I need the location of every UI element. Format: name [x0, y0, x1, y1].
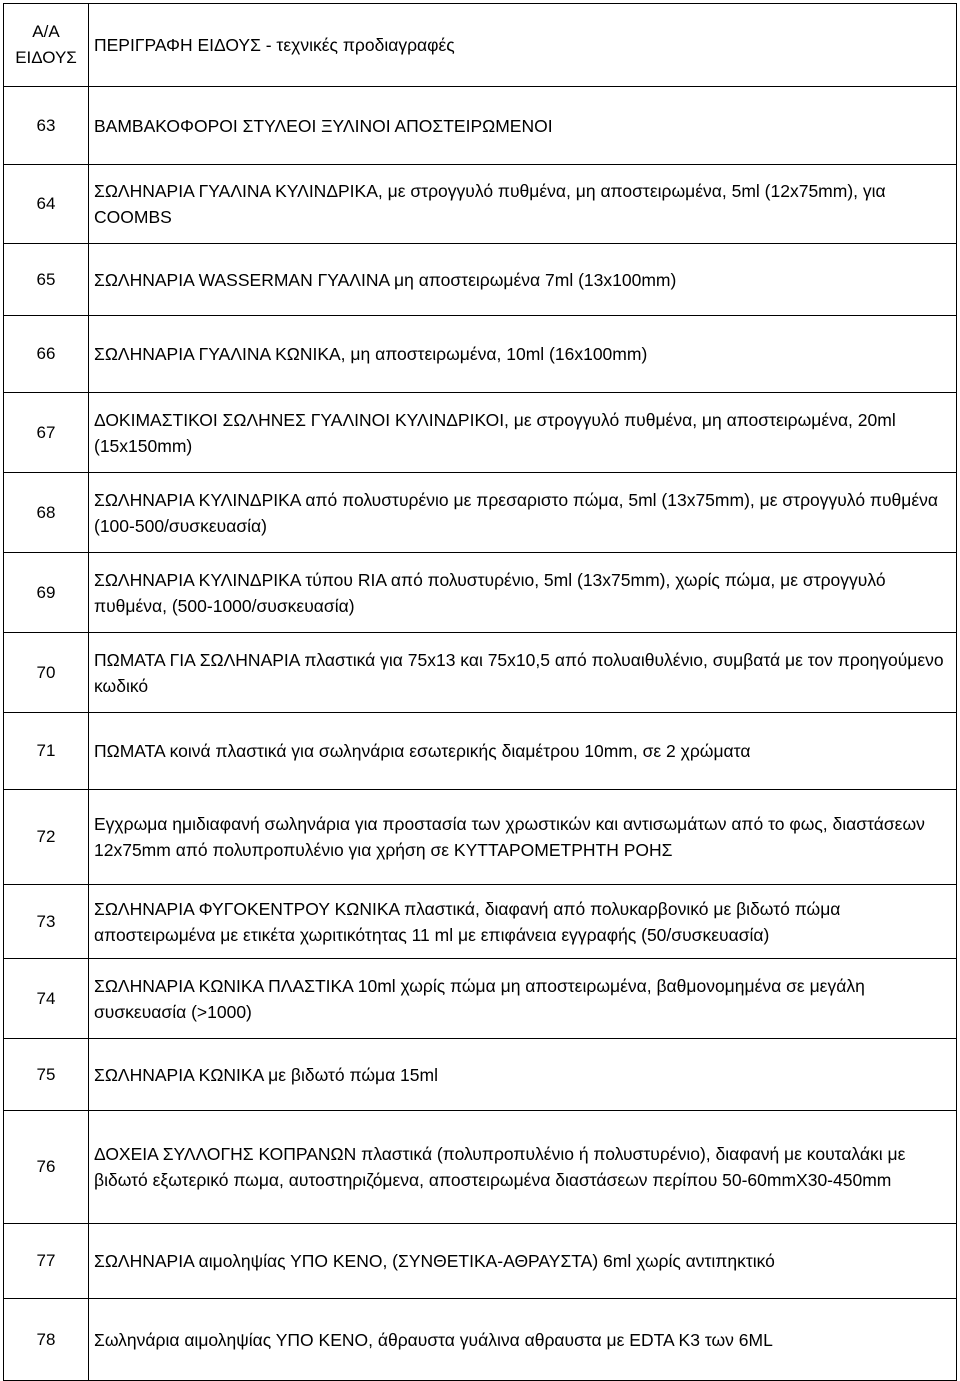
item-code: 67 [4, 393, 89, 473]
table-row [4, 473, 957, 553]
table-row [4, 393, 957, 473]
item-code: 78 [4, 1299, 89, 1381]
item-code: 68 [4, 473, 89, 553]
item-description: ΣΩΛΗΝΑΡΙΑ ΦΥΓΟΚΕΝΤΡΟΥ ΚΩΝΙΚΑ πλαστικά, διαφανή από πολυκαρβονικό με βιδωτό πώμα αποστειρωμένα με ετικέτα χωριτικότητας 11 ml με επιφάνεια εγγραφής (50/συσκευασία) [89, 885, 957, 959]
item-code: 65 [4, 244, 89, 316]
table-row [4, 87, 957, 165]
item-description: ΣΩΛΗΝΑΡΙΑ ΚΥΛΙΝΔΡΙΚΑ από πολυστυρένιο με πρεσαριστο πώμα, 5ml (13x75mm), με στρογγυλό πυθμένα (100-500/συσκευασία) [89, 473, 957, 553]
item-description: ΣΩΛΗΝΑΡΙΑ ΚΩΝΙΚΑ με βιδωτό πώμα 15ml [89, 1039, 957, 1111]
table-row [4, 1039, 957, 1111]
items-table [3, 3, 957, 1381]
header-code-cell [4, 4, 89, 87]
item-code: 64 [4, 165, 89, 244]
item-description: ΣΩΛΗΝΑΡΙΑ ΓΥΑΛΙΝΑ ΚΥΛΙΝΔΡΙΚΑ, με στρογγυλό πυθμένα, μη αποστειρωμένα, 5ml (12x75mm), για COOMBS [89, 165, 957, 244]
item-description: ΔΟΧΕΙΑ ΣΥΛΛΟΓΗΣ ΚΟΠΡΑΝΩΝ πλαστικά (πολυπροπυλένιο ή πολυστυρένιο), διαφανή με κουταλάκι με βιδωτό εξωτερικό πωμα, αυτοστηριζόμενα, αποστειρωμένα διαστάσεων περίπου 50-60mmX30-450mm [89, 1111, 957, 1224]
table-row [4, 959, 957, 1039]
item-code: 76 [4, 1111, 89, 1224]
item-description: ΣΩΛΗΝΑΡΙΑ ΓΥΑΛΙΝΑ ΚΩΝΙΚΑ, μη αποστειρωμένα, 10ml (16x100mm) [89, 316, 957, 393]
item-code: 63 [4, 87, 89, 165]
table-row [4, 165, 957, 244]
item-description: ΣΩΛΗΝΑΡΙΑ ΚΩΝΙΚΑ ΠΛΑΣΤΙΚΑ 10ml χωρίς πώμα μη αποστειρωμένα, βαθμονομημένα σε μεγάλη συσκευασία (>1000) [89, 959, 957, 1039]
item-description: ΣΩΛΗΝΑΡΙΑ ΚΥΛΙΝΔΡΙΚΑ τύπου RIA από πολυστυρένιο, 5ml (13x75mm), χωρίς πώμα, με στρογγυλό πυθμένα, (500-1000/συσκευασία) [89, 553, 957, 633]
table-row [4, 713, 957, 790]
item-description: ΒΑΜΒΑΚΟΦΟΡΟΙ ΣΤΥΛΕΟΙ ΞΥΛΙΝΟΙ ΑΠΟΣΤΕΙΡΩΜΕΝΟΙ [89, 87, 957, 165]
table-row [4, 1224, 957, 1299]
item-code: 70 [4, 633, 89, 713]
item-code: 74 [4, 959, 89, 1039]
table-row [4, 316, 957, 393]
item-code: 77 [4, 1224, 89, 1299]
table-row [4, 1299, 957, 1381]
item-code: 71 [4, 713, 89, 790]
table-row [4, 244, 957, 316]
table-header-row [4, 4, 957, 87]
item-description: ΣΩΛΗΝΑΡΙΑ αιμοληψίας ΥΠΟ ΚΕΝΟ, (ΣΥΝΘΕΤΙΚΑ-ΑΘΡΑΥΣΤΑ) 6ml χωρίς αντιπηκτικό [89, 1224, 957, 1299]
item-code: 66 [4, 316, 89, 393]
item-code: 75 [4, 1039, 89, 1111]
table-row [4, 1111, 957, 1224]
item-description: Εγχρωμα ημιδιαφανή σωληνάρια για προστασία των χρωστικών και αντισωμάτων από το φως, διαστάσεων 12x75mm από πολυπροπυλένιο για χρήση σε ΚΥΤΤΑΡΟΜΕΤΡΗΤΗ ΡΟΗΣ [89, 790, 957, 885]
header-description-label: ΠΕΡΙΓΡΑΦΗ ΕΙΔΟΥΣ - τεχνικές προδιαγραφές [94, 35, 455, 55]
table-row [4, 790, 957, 885]
item-description: Σωληνάρια αιμοληψίας ΥΠΟ ΚΕΝΟ, άθραυστα γυάλινα αθραυστα με EDTA K3 των 6ML [89, 1299, 957, 1381]
header-description-cell [89, 4, 957, 87]
item-description: ΠΩΜΑΤΑ ΓΙΑ ΣΩΛΗΝΑΡΙΑ πλαστικά για 75x13 και 75x10,5 από πολυαιθυλένιο, συμβατά με τον προηγούμενο κωδικό [89, 633, 957, 713]
table-row [4, 553, 957, 633]
header-code-label-line2: ΕΙΔΟΥΣ [15, 48, 77, 67]
item-description: ΔΟΚΙΜΑΣΤΙΚΟΙ ΣΩΛΗΝΕΣ ΓΥΑΛΙΝΟΙ ΚΥΛΙΝΔΡΙΚΟΙ, με στρογγυλό πυθμένα, μη αποστειρωμένα, 20ml (15x150mm) [89, 393, 957, 473]
table-row [4, 633, 957, 713]
item-description: ΠΩΜΑΤΑ κοινά πλαστικά για σωληνάρια εσωτερικής διαμέτρου 10mm, σε 2 χρώματα [89, 713, 957, 790]
item-code: 73 [4, 885, 89, 959]
table-row [4, 885, 957, 959]
header-code-label-line1: Α/Α [32, 22, 60, 41]
item-code: 72 [4, 790, 89, 885]
item-description: ΣΩΛΗΝΑΡΙΑ WASSERMAN ΓΥΑΛΙΝΑ μη αποστειρωμένα 7ml (13x100mm) [89, 244, 957, 316]
item-code: 69 [4, 553, 89, 633]
